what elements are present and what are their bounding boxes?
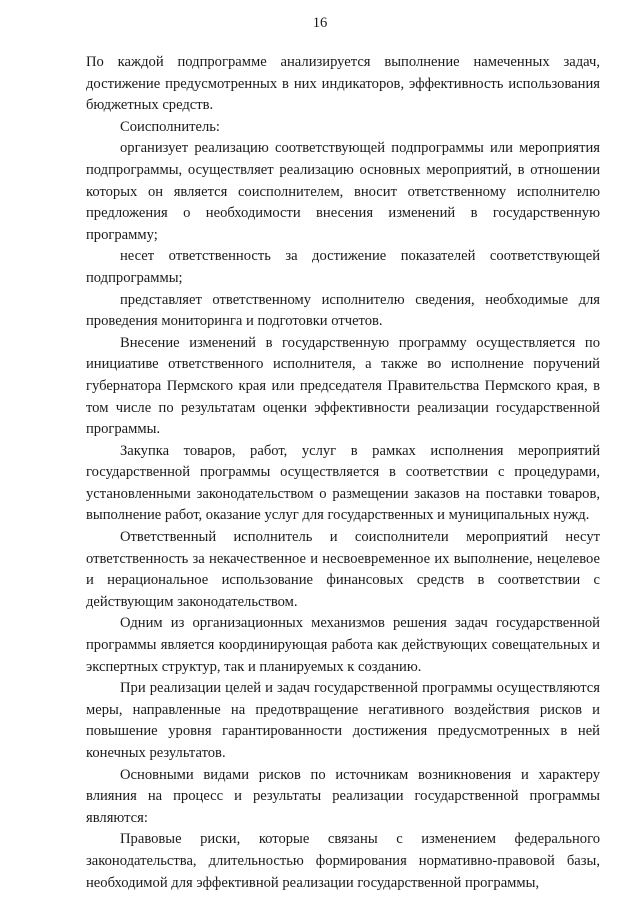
paragraph-program-changes: Внесение изменений в государственную программу осуществляется по инициативе ответственного исполнителя, а также во исполнение поручений губернатора Пермского края или председателя Правительства Пермского края, в том числе по результатам оценки эффективности реализации государственной программы. <box>86 334 600 438</box>
paragraph-risk-measures: При реализации целей и задач государственной программы осуществляются меры, направленные на предотвращение негативного воздействия рисков и повышение уровня гарантированности достижения предусмотренных в ней конечных результатов. <box>86 680 600 761</box>
page-number: 16 <box>312 15 328 31</box>
paragraph-responsibility: несет ответственность за достижение показателей соответствующей подпрограммы; <box>86 248 600 286</box>
paragraph-analysis: По каждой подпрограмме анализируется выполнение намеченных задач, достижение предусмотренных в них индикаторов, эффективность использования бюджетных средств. <box>86 54 600 114</box>
paragraph-coordination: Одним из организационных механизмов решения задач государственной программы является координирующая работа как действующих совещательных и экспертных структур, так и планируемых к созданию. <box>86 615 600 675</box>
paragraph-reporting: представляет ответственному исполнителю сведения, необходимые для проведения мониторинга и подготовки отчетов. <box>86 291 600 330</box>
document-body <box>86 52 600 894</box>
paragraph-legal-risks: Правовые риски, которые связаны с изменением федерального законодательства, длительностью формирования нормативно-правовой базы, необходимой для эффективной реализации государственной программы, <box>86 831 600 891</box>
paragraph-organizes: организует реализацию соответствующей подпрограммы или мероприятия подпрограммы, осуществляет реализацию основных мероприятий, в отношении которых он является соисполнителем, вносит ответственному исполнителю предложения о необходимости внесения изменений в государственную программу; <box>86 140 600 243</box>
paragraph-coexecutor-heading: Соисполнитель: <box>120 118 220 135</box>
paragraph-risk-types: Основными видами рисков по источникам возникновения и характеру влияния на процесс и результаты реализации государственной программы являются: <box>86 766 600 826</box>
paragraph-procurement: Закупка товаров, работ, услуг в рамках исполнения мероприятий государственной программы осуществляется в соответствии с процедурами, установленными законодательством о размещении заказов на поставки товаров, выполнение работ, оказание услуг для государственных и муниципальных нужд. <box>86 442 600 524</box>
paragraph-liability: Ответственный исполнитель и соисполнители мероприятий несут ответственность за некачественное и несвоевременное их выполнение, нецелевое и нерациональное использование финансовых средств в соответствии с действующим законодательством. <box>86 529 600 610</box>
